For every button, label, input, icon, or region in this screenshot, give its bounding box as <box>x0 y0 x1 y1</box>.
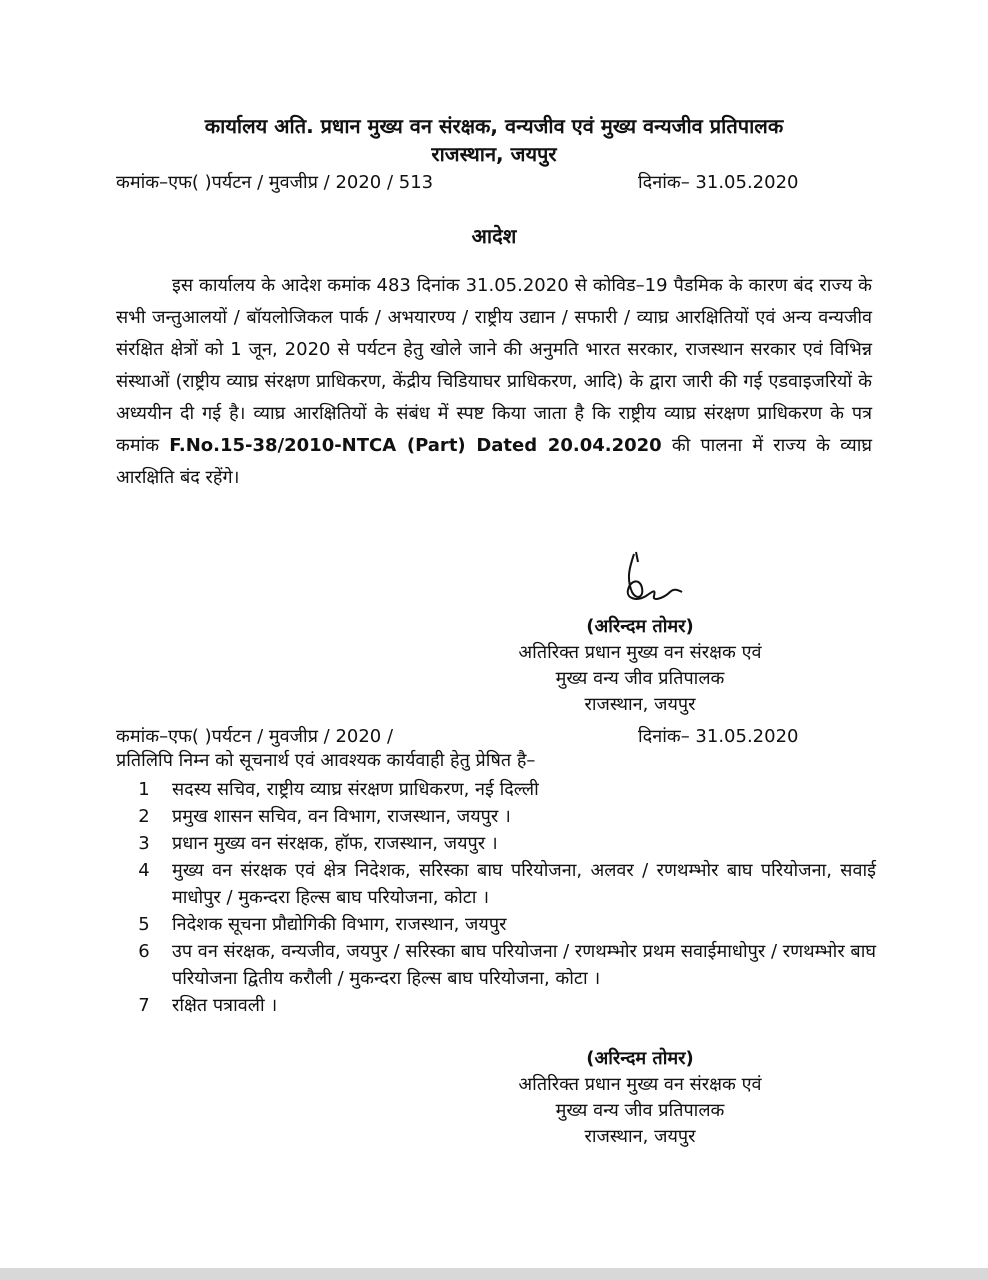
signatory-location: राजस्थान, जयपुर <box>584 1126 696 1147</box>
signatory-designation-1: अतिरिक्त प्रधान मुख्य वन संरक्षक एवं <box>518 1074 762 1095</box>
signature-block-1 <box>430 614 850 718</box>
list-item: 3 प्रधान मुख्य वन संरक्षक, हॉफ, राजस्थान, जयपुर । <box>138 833 498 854</box>
list-item: 6 उप वन संरक्षक, वन्यजीव, जयपुर / सरिस्का बाघ परियोजना / रणथम्भोर प्रथम सवाईमाधोपुर / रणथम्भोर बाघ परियोजना द्वितीय करौली / मुकन्दरा हिल्स बाघ परियोजना, कोटा । <box>138 941 877 989</box>
list-item: 4 मुख्य वन संरक्षक एवं क्षेत्र निदेशक, सरिस्का बाघ परियोजना, अलवर / रणथम्भोर बाघ परियोजना, सवाई माधोपुर / मुकन्दरा हिल्स बाघ परियोजना, कोटा । <box>138 860 876 908</box>
order-title: आदेश <box>471 224 517 248</box>
copy-list <box>116 776 876 1019</box>
office-header-line2: राजस्थान, जयपुर <box>431 142 557 166</box>
reference-number: कमांक–एफ( )पर्यटन / मुवजीप्र / 2020 / 513 <box>116 172 434 193</box>
reference-date: दिनांक– 31.05.2020 <box>638 172 799 193</box>
list-item: 5 निदेशक सूचना प्रौद्योगिकी विभाग, राजस्थान, जयपुर <box>138 914 507 935</box>
list-item: 1 सदस्य सचिव, राष्ट्रीय व्याघ्र संरक्षण प्राधिकरण, नई दिल्ली <box>138 779 539 800</box>
ntca-reference: F.No.15-38/2010-NTCA (Part) Dated 20.04.2020 <box>169 435 662 456</box>
order-body-end: की पालना में राज्य के व्याघ्र आरक्षिति बंद रहेंगे। <box>116 435 873 488</box>
handwritten-signature <box>612 548 692 608</box>
order-body <box>116 270 872 494</box>
page-bottom-edge <box>0 1268 988 1280</box>
signature-block-2 <box>430 1046 850 1150</box>
office-header-line1: कार्यालय अति. प्रधान मुख्य वन संरक्षक, वन्यजीव एवं मुख्य वन्यजीव प्रतिपालक <box>204 114 784 138</box>
list-item: 7 रक्षित पत्रावली । <box>138 995 278 1016</box>
signatory-designation-2: मुख्य वन्य जीव प्रतिपालक <box>555 1100 725 1121</box>
signatory-designation-1: अतिरिक्त प्रधान मुख्य वन संरक्षक एवं <box>518 642 762 663</box>
copy-intro: प्रतिलिपि निम्न को सूचनार्थ एवं आवश्यक कार्यवाही हेतु प्रेषित है– <box>116 750 536 771</box>
copy-reference-number: कमांक–एफ( )पर्यटन / मुवजीप्र / 2020 / <box>116 726 394 747</box>
signatory-name: (अरिन्दम तोमर) <box>586 616 694 637</box>
list-item: 2 प्रमुख शासन सचिव, वन विभाग, राजस्थान, जयपुर । <box>138 806 511 827</box>
order-body-text: इस कार्यालय के आदेश कमांक 483 दिनांक 31.05.2020 से कोविड–19 पैडमिक के कारण बंद राज्य के सभी जन्तुआलयों / बॉयलोजिकल पार्क / अभयारण्य / राष्ट्रीय उद्यान / सफारी / व्याघ्र आरक्षितियों एवं अन्य वन्यजीव संरक्षित क्षेत्रों को 1 जून, 2020 से पर्यटन हेतु खोले जाने की अनुमति भारत सरकार, राजस्थान सरकार एवं विभिन्न संस्थाओं (राष्ट्रीय व्याघ्र संरक्षण प्राधिकरण, केंद्रीय चिडियाघर प्राधिकरण, आदि) के द्वारा जारी की गई एडवाइजरियों के अध्ययीन दी गई है। व्याघ्र आरक्षितियों के संबंध में स्पष्ट किया जाता है कि राष्ट्रीय व्याघ्र संरक्षण प्राधिकरण के पत्र कमांक <box>116 275 872 456</box>
signatory-designation-2: मुख्य वन्य जीव प्रतिपालक <box>555 668 725 689</box>
signatory-name: (अरिन्दम तोमर) <box>586 1048 694 1069</box>
signatory-location: राजस्थान, जयपुर <box>584 694 696 715</box>
copy-reference-date: दिनांक– 31.05.2020 <box>638 726 799 747</box>
